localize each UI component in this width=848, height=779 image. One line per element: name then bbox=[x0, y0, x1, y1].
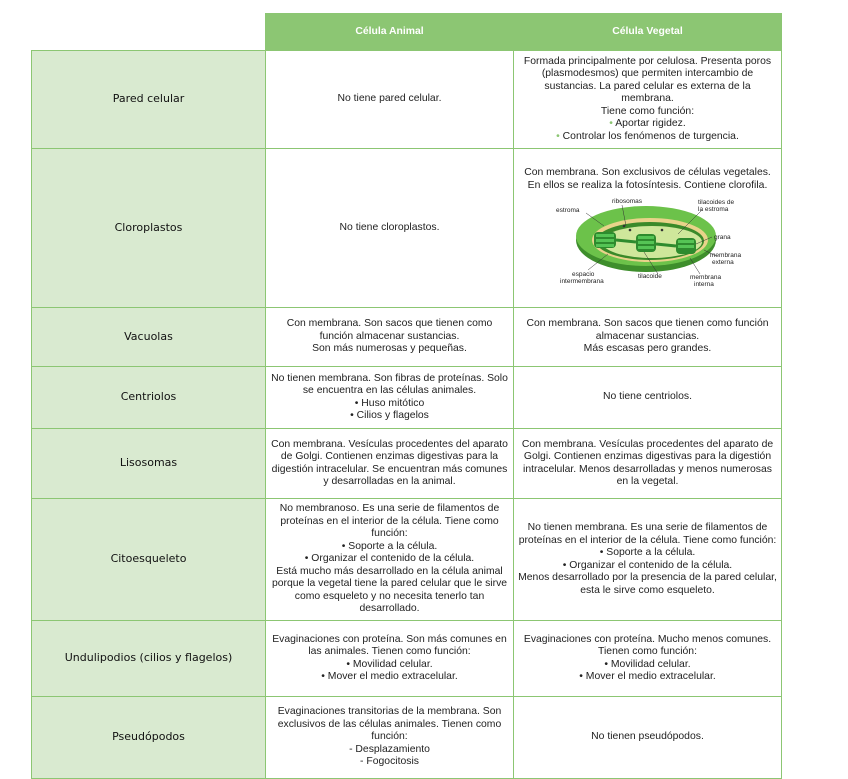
cell-text: Con membrana. Son exclusivos de células vegetales. bbox=[524, 167, 771, 178]
cell-text: de Golgi. Contienen enzimas digestivas para la bbox=[280, 451, 499, 462]
row-label: Centriolos bbox=[32, 367, 266, 429]
cell-text: (plasmodesmos) que permiten intercambio de bbox=[541, 68, 754, 80]
row-undulipodios bbox=[32, 621, 782, 697]
cell-text: membrana. bbox=[621, 93, 674, 105]
bullet-text: Controlar los fenómenos de turgencia. bbox=[562, 130, 739, 142]
label-ribosomas: ribosomas bbox=[611, 198, 642, 205]
cell-text: las animales. Tienen como función: bbox=[308, 646, 471, 657]
row-label: Cloroplastos bbox=[32, 149, 266, 308]
label-membrana-interna-2: interna bbox=[693, 281, 714, 288]
cell-text: intracelular. Menos desarrolladas y menos numerosas bbox=[523, 463, 772, 475]
comparison-table bbox=[31, 13, 782, 779]
row-label: Pared celular bbox=[32, 51, 266, 149]
cell-text: Menos desarrollado por la presencia de la pared celular, bbox=[518, 572, 777, 583]
cell-text: como esqueleto y no necesita tenerlo tan bbox=[294, 590, 485, 602]
row-pared-celular bbox=[32, 51, 782, 149]
cell-text: función almacenar sustancias. bbox=[319, 330, 460, 342]
cell-text: proteínas en el interior de la célula. Tiene como función: bbox=[518, 534, 777, 546]
row-vacuolas bbox=[32, 308, 782, 367]
row-pseudopodos bbox=[32, 697, 782, 779]
cell-text: Con membrana. Son sacos que tienen como función bbox=[526, 318, 769, 330]
cell-text: • Soporte a la célula. bbox=[341, 540, 438, 552]
cell-text: • Movilidad celular. bbox=[346, 658, 433, 670]
cell-text: No tiene pared celular. bbox=[337, 93, 442, 105]
label-tilacoide: tilacoide bbox=[637, 273, 662, 280]
vegetal-cell bbox=[514, 308, 782, 367]
cell-text: No membranoso. Es una serie de filamentos de bbox=[279, 503, 500, 515]
cell-text: Con membrana. Vesículas procedentes del aparato de bbox=[521, 438, 774, 450]
cell-text: esta le sirve como esqueleto. bbox=[580, 584, 715, 596]
header-vegetal: Célula Vegetal bbox=[514, 14, 782, 51]
chloroplast-diagram bbox=[550, 196, 746, 294]
row-label: Vacuolas bbox=[32, 308, 266, 367]
cell-text: desarrollado. bbox=[359, 603, 420, 615]
cell-text: En ellos se realiza la fotosíntesis. Contiene clorofila. bbox=[527, 179, 768, 191]
row-label: Undulipodios (cilios y flagelos) bbox=[32, 621, 266, 697]
animal-cell bbox=[266, 429, 514, 499]
cell-text: Tienen como función: bbox=[598, 646, 697, 657]
animal-cell bbox=[266, 697, 514, 779]
cell-text: Está mucho más desarrollado en la célula animal bbox=[276, 565, 503, 577]
row-label: Pseudópodos bbox=[32, 697, 266, 779]
vegetal-cell bbox=[514, 51, 782, 149]
cell-text: • Mover el medio extracelular. bbox=[321, 671, 458, 682]
cell-text: No tienen membrana. Es una serie de filamentos de bbox=[527, 522, 768, 533]
label-membrana-externa-2: externa bbox=[711, 259, 734, 266]
cell-text: almacenar sustancias. bbox=[595, 330, 700, 342]
label-grana: grana bbox=[713, 234, 731, 241]
cell-text: se encuentra en las células animales. bbox=[302, 385, 477, 396]
cell-text: exclusivos de las células animales. Tienen como bbox=[277, 718, 502, 730]
label-tilacoides-2: la estroma bbox=[697, 206, 728, 213]
cell-text: Con membrana. Vesículas procedentes del aparato bbox=[271, 438, 508, 450]
vegetal-cell bbox=[514, 697, 782, 779]
cell-text: en la vegetal. bbox=[616, 476, 679, 487]
cell-text: • Mover el medio extracelular. bbox=[579, 671, 716, 682]
animal-cell bbox=[266, 149, 514, 308]
animal-cell bbox=[266, 51, 514, 149]
cell-text: • Cilios y flagelos bbox=[350, 410, 429, 421]
row-cloroplastos bbox=[32, 149, 782, 308]
cell-text: No tienen pseudópodos. bbox=[591, 731, 704, 743]
cell-text: función: bbox=[371, 528, 408, 540]
label-estroma: estroma bbox=[555, 207, 579, 214]
cell-text: Más escasas pero grandes. bbox=[583, 343, 712, 355]
cell-text: • Soporte a la célula. bbox=[599, 547, 696, 558]
animal-cell bbox=[266, 308, 514, 367]
label-espacio: espacio bbox=[571, 271, 594, 278]
cell-text: • Movilidad celular. bbox=[604, 658, 691, 670]
bullet-icon: • bbox=[556, 130, 560, 142]
cell-text: - Desplazamiento bbox=[349, 743, 430, 755]
vegetal-cell bbox=[514, 621, 782, 697]
vegetal-cell bbox=[514, 367, 782, 429]
vegetal-cell bbox=[514, 149, 782, 308]
cell-text: • Huso mitótico bbox=[354, 397, 425, 409]
cell-text: función: bbox=[371, 731, 408, 743]
animal-cell bbox=[266, 367, 514, 429]
bullet-text: Aportar rigidez. bbox=[615, 118, 686, 130]
cell-text: • Organizar el contenido de la célula. bbox=[562, 559, 733, 571]
cell-text: Tiene como función: bbox=[600, 105, 695, 117]
row-lisosomas bbox=[32, 429, 782, 499]
cell-text: Evaginaciones con proteína. Mucho menos comunes. bbox=[523, 633, 772, 645]
cell-text: • Organizar el contenido de la célula. bbox=[304, 553, 475, 565]
row-centriolos bbox=[32, 367, 782, 429]
bullet-item bbox=[518, 118, 777, 131]
label-membrana-externa: membrana bbox=[709, 252, 741, 259]
label-espacio-2: intermembrana bbox=[559, 278, 604, 285]
vegetal-cell bbox=[514, 499, 782, 621]
empty-corner bbox=[32, 14, 266, 51]
row-label: Citoesqueleto bbox=[32, 499, 266, 621]
cell-text: Con membrana. Son sacos que tienen como bbox=[286, 318, 493, 330]
row-label: Lisosomas bbox=[32, 429, 266, 499]
cell-text: No tiene cloroplastos. bbox=[339, 221, 440, 233]
chloroplast-body bbox=[576, 206, 716, 272]
cell-text: Son más numerosas y pequeñas. bbox=[312, 343, 467, 355]
cell-text: Golgi. Contienen enzimas digestivas para la digestión bbox=[523, 451, 772, 462]
label-membrana-interna: membrana bbox=[689, 274, 721, 281]
bullet-item bbox=[518, 131, 777, 144]
row-citoesqueleto bbox=[32, 499, 782, 621]
cell-text: No tiene centriolos. bbox=[603, 391, 692, 403]
cell-text: porque la vegetal tiene la pared celular que le sirve bbox=[271, 578, 508, 590]
label-tilacoides: tilacoides de bbox=[697, 199, 734, 206]
cell-text: digestión intracelular. Se encuentran más comunes bbox=[271, 463, 508, 475]
header-row bbox=[32, 14, 782, 51]
animal-cell bbox=[266, 499, 514, 621]
cell-text: y desarrolladas en la animal. bbox=[323, 476, 456, 487]
cell-text: Evaginaciones transitorias de la membrana. Son bbox=[277, 706, 502, 718]
cell-text: proteínas en el interior de la célula. Tiene como bbox=[280, 515, 499, 527]
header-animal: Célula Animal bbox=[266, 14, 514, 51]
cell-text: No tienen membrana. Son fibras de proteínas. Solo bbox=[271, 372, 508, 384]
vegetal-cell bbox=[514, 429, 782, 499]
bullet-icon: • bbox=[609, 118, 613, 130]
cell-text: sustancias. La pared celular es externa de la bbox=[544, 80, 751, 92]
animal-cell bbox=[266, 621, 514, 697]
cell-text: Evaginaciones con proteína. Son más comunes en bbox=[272, 633, 507, 645]
cell-text: Formada principalmente por celulosa. Presenta poros bbox=[523, 55, 772, 67]
cell-text: - Fogocitosis bbox=[360, 756, 419, 768]
